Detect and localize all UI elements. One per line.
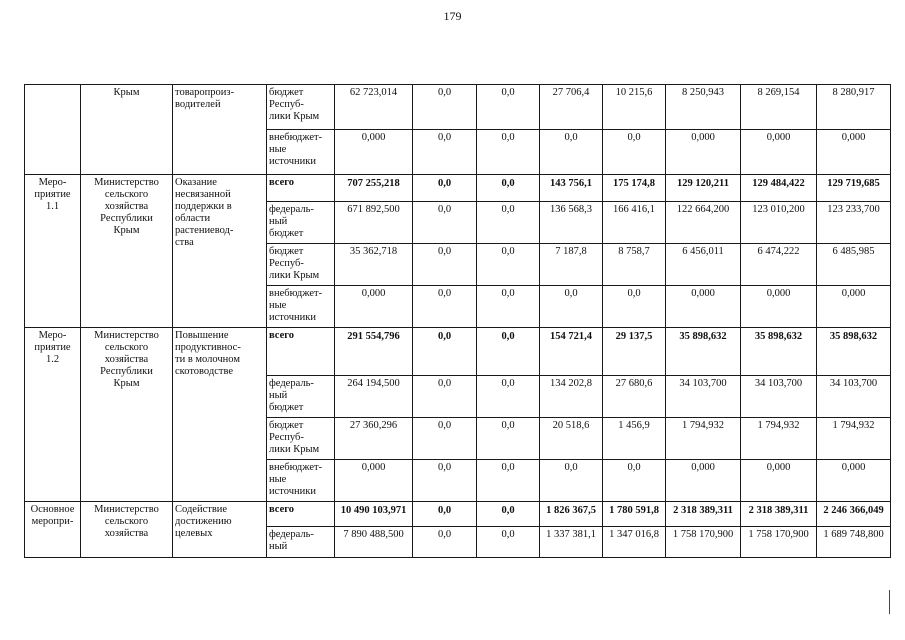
amount-cell: 35 362,718 xyxy=(335,244,413,286)
amount-cell: 154 721,4 xyxy=(540,328,603,376)
amount-cell: 0,000 xyxy=(817,460,891,502)
amount-cell: 2 318 389,311 xyxy=(741,502,817,527)
amount-cell: 0,000 xyxy=(666,130,741,175)
amount-cell: 27 680,6 xyxy=(603,376,666,418)
amount-cell: 0,0 xyxy=(477,202,540,244)
amount-cell: 129 484,422 xyxy=(741,175,817,202)
funding-source: федераль- ный бюджет xyxy=(267,376,335,418)
funding-source: бюджет Респуб- лики Крым xyxy=(267,418,335,460)
amount-cell: 0,000 xyxy=(741,460,817,502)
action-description: Содействие достижению целевых xyxy=(173,502,267,558)
amount-cell: 1 794,932 xyxy=(741,418,817,460)
amount-cell: 0,0 xyxy=(413,286,477,328)
amount-cell: 35 898,632 xyxy=(741,328,817,376)
amount-cell: 1 456,9 xyxy=(603,418,666,460)
action-description: товаропроиз- водителей xyxy=(173,85,267,175)
funding-source: всего xyxy=(267,175,335,202)
amount-cell: 8 269,154 xyxy=(741,85,817,130)
budget-table xyxy=(24,84,891,558)
amount-cell: 0,000 xyxy=(335,130,413,175)
amount-cell: 1 780 591,8 xyxy=(603,502,666,527)
amount-cell: 123 233,700 xyxy=(817,202,891,244)
amount-cell: 129 120,211 xyxy=(666,175,741,202)
amount-cell: 134 202,8 xyxy=(540,376,603,418)
amount-cell: 0,0 xyxy=(477,376,540,418)
amount-cell: 6 474,222 xyxy=(741,244,817,286)
table-row xyxy=(25,85,891,130)
amount-cell: 0,0 xyxy=(413,502,477,527)
amount-cell: 0,0 xyxy=(603,286,666,328)
amount-cell: 1 347 016,8 xyxy=(603,527,666,558)
funding-source: федераль- ный бюджет xyxy=(267,202,335,244)
responsible-org: Крым xyxy=(81,85,173,175)
amount-cell: 0,000 xyxy=(741,130,817,175)
action-name xyxy=(25,85,81,175)
amount-cell: 27 706,4 xyxy=(540,85,603,130)
amount-cell: 0,000 xyxy=(817,130,891,175)
responsible-org: Министерство сельского хозяйства Республики Крым xyxy=(81,175,173,328)
amount-cell: 0,0 xyxy=(477,418,540,460)
amount-cell: 1 337 381,1 xyxy=(540,527,603,558)
amount-cell: 29 137,5 xyxy=(603,328,666,376)
funding-source: всего xyxy=(267,328,335,376)
action-name: Меро- приятие 1.2 xyxy=(25,328,81,502)
amount-cell: 0,0 xyxy=(413,202,477,244)
action-name: Основное меропри- xyxy=(25,502,81,558)
table-row xyxy=(25,502,891,527)
amount-cell: 122 664,200 xyxy=(666,202,741,244)
amount-cell: 123 010,200 xyxy=(741,202,817,244)
amount-cell: 8 280,917 xyxy=(817,85,891,130)
amount-cell: 0,000 xyxy=(666,286,741,328)
responsible-org: Министерство сельского хозяйства xyxy=(81,502,173,558)
amount-cell: 1 758 170,900 xyxy=(741,527,817,558)
amount-cell: 0,0 xyxy=(413,85,477,130)
amount-cell: 166 416,1 xyxy=(603,202,666,244)
amount-cell: 10 215,6 xyxy=(603,85,666,130)
amount-cell: 35 898,632 xyxy=(666,328,741,376)
amount-cell: 1 758 170,900 xyxy=(666,527,741,558)
amount-cell: 0,0 xyxy=(413,328,477,376)
table-row xyxy=(25,328,891,376)
amount-cell: 34 103,700 xyxy=(741,376,817,418)
amount-cell: 0,0 xyxy=(413,175,477,202)
amount-cell: 0,000 xyxy=(666,460,741,502)
amount-cell: 1 826 367,5 xyxy=(540,502,603,527)
amount-cell: 143 756,1 xyxy=(540,175,603,202)
amount-cell: 0,0 xyxy=(413,244,477,286)
amount-cell: 0,0 xyxy=(603,460,666,502)
amount-cell: 129 719,685 xyxy=(817,175,891,202)
amount-cell: 35 898,632 xyxy=(817,328,891,376)
amount-cell: 0,0 xyxy=(477,244,540,286)
amount-cell: 0,0 xyxy=(477,527,540,558)
amount-cell: 0,000 xyxy=(335,460,413,502)
amount-cell: 1 689 748,800 xyxy=(817,527,891,558)
amount-cell: 10 490 103,971 xyxy=(335,502,413,527)
funding-source: бюджет Респуб- лики Крым xyxy=(267,85,335,130)
funding-source: федераль- ный xyxy=(267,527,335,558)
amount-cell: 0,0 xyxy=(540,130,603,175)
amount-cell: 0,0 xyxy=(603,130,666,175)
action-description: Повышение продуктивнос- ти в молочном скотоводстве xyxy=(173,328,267,502)
amount-cell: 8 758,7 xyxy=(603,244,666,286)
action-name: Меро- приятие 1.1 xyxy=(25,175,81,328)
amount-cell: 2 318 389,311 xyxy=(666,502,741,527)
amount-cell: 6 456,011 xyxy=(666,244,741,286)
page-edge-mark xyxy=(889,590,890,614)
amount-cell: 0,0 xyxy=(413,527,477,558)
action-description: Оказание несвязанной поддержки в области растениевод- ства xyxy=(173,175,267,328)
amount-cell: 136 568,3 xyxy=(540,202,603,244)
amount-cell: 0,0 xyxy=(477,286,540,328)
amount-cell: 0,0 xyxy=(477,85,540,130)
amount-cell: 7 187,8 xyxy=(540,244,603,286)
amount-cell: 0,0 xyxy=(477,460,540,502)
page-number: 179 xyxy=(443,9,462,23)
responsible-org: Министерство сельского хозяйства Республики Крым xyxy=(81,328,173,502)
amount-cell: 0,000 xyxy=(817,286,891,328)
amount-cell: 1 794,932 xyxy=(666,418,741,460)
amount-cell: 20 518,6 xyxy=(540,418,603,460)
funding-source: бюджет Респуб- лики Крым xyxy=(267,244,335,286)
amount-cell: 0,0 xyxy=(477,175,540,202)
amount-cell: 0,000 xyxy=(741,286,817,328)
amount-cell: 0,0 xyxy=(477,328,540,376)
amount-cell: 0,0 xyxy=(540,286,603,328)
amount-cell: 0,000 xyxy=(335,286,413,328)
amount-cell: 0,0 xyxy=(413,376,477,418)
amount-cell: 0,0 xyxy=(477,502,540,527)
amount-cell: 264 194,500 xyxy=(335,376,413,418)
funding-source: внебюджет- ные источники xyxy=(267,286,335,328)
funding-source: внебюджет- ные источники xyxy=(267,460,335,502)
amount-cell: 0,0 xyxy=(540,460,603,502)
table-row xyxy=(25,175,891,202)
amount-cell: 7 890 488,500 xyxy=(335,527,413,558)
funding-source: внебюджет- ные источники xyxy=(267,130,335,175)
amount-cell: 0,0 xyxy=(413,460,477,502)
amount-cell: 291 554,796 xyxy=(335,328,413,376)
amount-cell: 0,0 xyxy=(413,130,477,175)
amount-cell: 1 794,932 xyxy=(817,418,891,460)
amount-cell: 0,0 xyxy=(413,418,477,460)
amount-cell: 671 892,500 xyxy=(335,202,413,244)
amount-cell: 707 255,218 xyxy=(335,175,413,202)
amount-cell: 34 103,700 xyxy=(817,376,891,418)
amount-cell: 175 174,8 xyxy=(603,175,666,202)
amount-cell: 6 485,985 xyxy=(817,244,891,286)
amount-cell: 8 250,943 xyxy=(666,85,741,130)
funding-source: всего xyxy=(267,502,335,527)
amount-cell: 0,0 xyxy=(477,130,540,175)
amount-cell: 62 723,014 xyxy=(335,85,413,130)
amount-cell: 27 360,296 xyxy=(335,418,413,460)
amount-cell: 2 246 366,049 xyxy=(817,502,891,527)
amount-cell: 34 103,700 xyxy=(666,376,741,418)
